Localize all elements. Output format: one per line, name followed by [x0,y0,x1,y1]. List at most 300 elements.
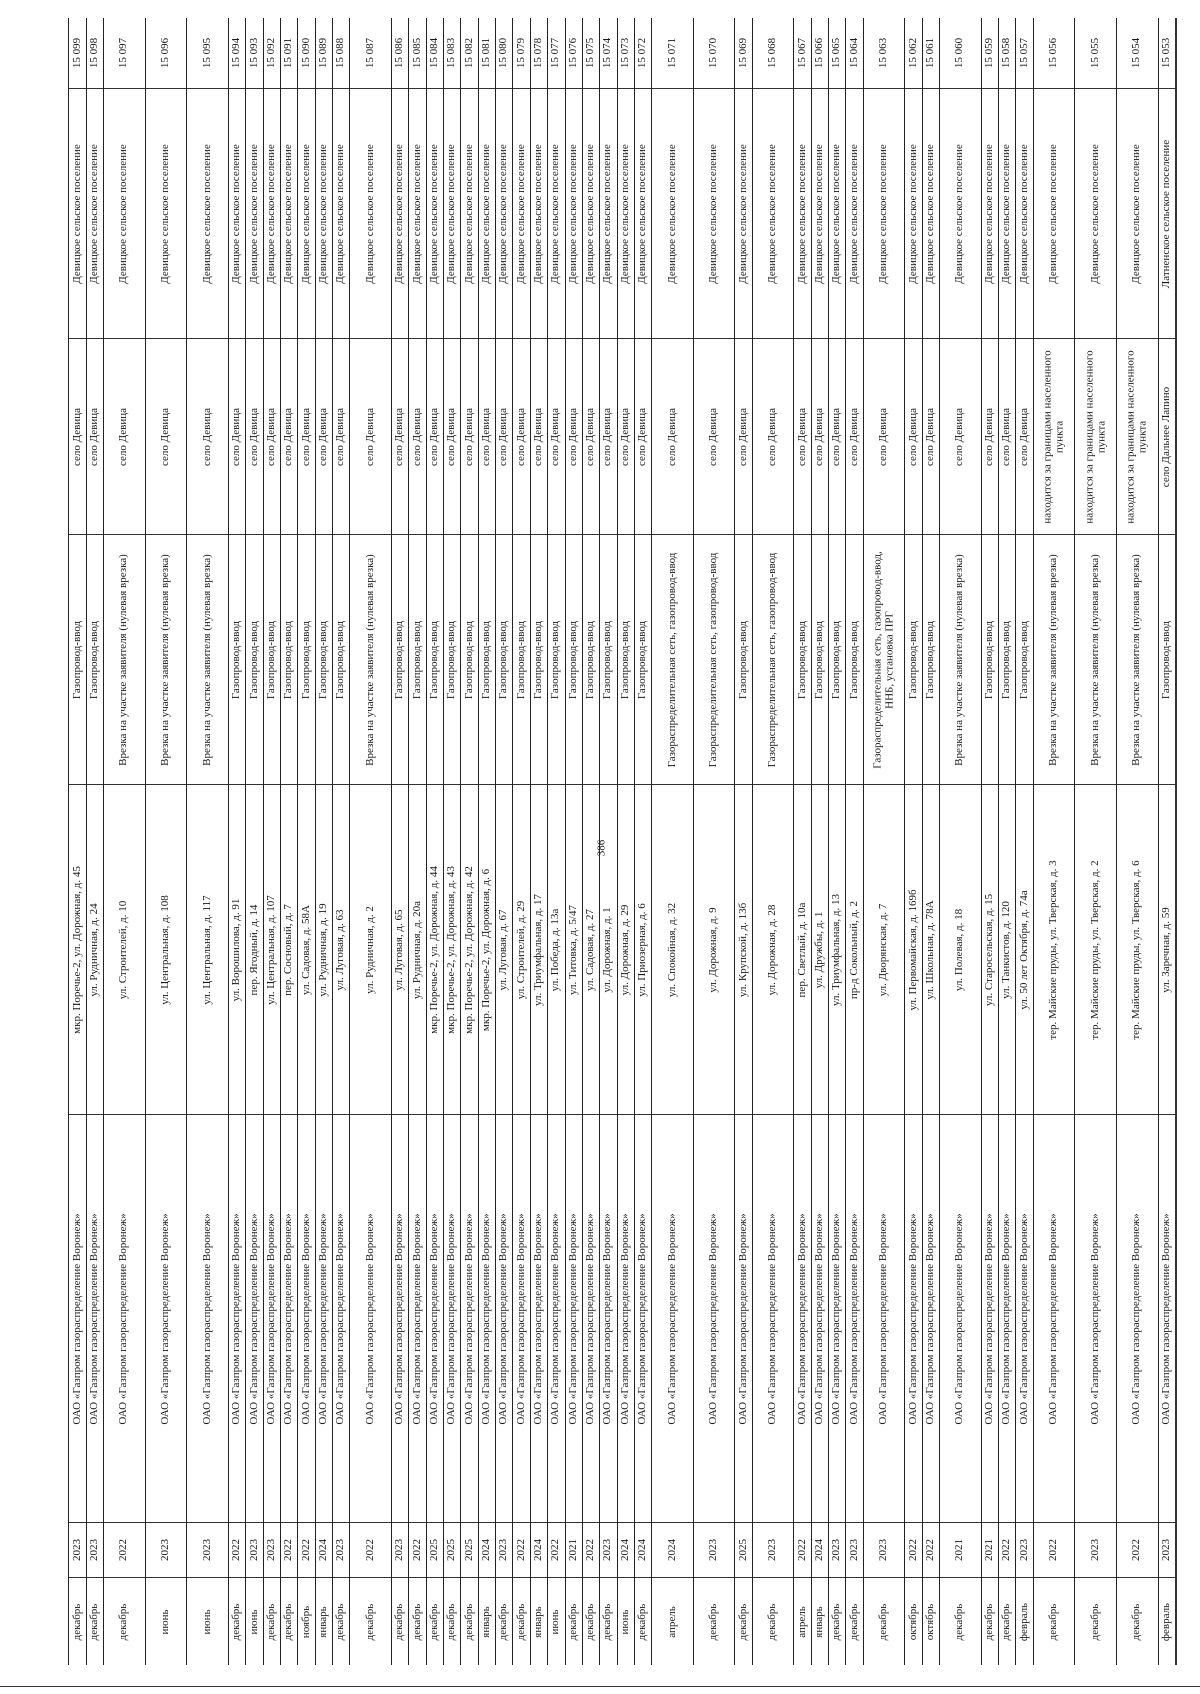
locality-cell [1159,338,1175,534]
object-type-cell [392,534,408,784]
month-cell [187,1577,228,1665]
settlement-cell-text: Девицкое сельское поселение [480,143,493,284]
settlement-cell-text: Девицкое сельское поселение [795,143,808,284]
year-cell [1159,1522,1175,1577]
address-cell [427,784,443,1114]
settlement-cell-text: Девицкое сельское поселение [1000,143,1013,284]
object-type-cell [104,534,145,784]
row-id-text: 15 097 [117,37,130,69]
operator-cell [104,1114,145,1522]
year-cell [461,1522,477,1577]
object-type-cell-text: Газопровод-ввод [795,620,808,699]
month-cell [264,1577,280,1665]
settlement-cell [496,88,512,338]
month-cell [600,1577,616,1665]
row-id-text: 15 056 [1047,37,1060,69]
registry-table [68,18,1177,1665]
row-id-text: 15 070 [707,37,720,69]
locality-cell [333,338,349,534]
locality-cell [905,338,921,534]
settlement-cell-text: Девицкое сельское поселение [247,143,260,284]
address-cell [264,784,280,1114]
object-type-cell-text: Газопровод-ввод [1017,620,1030,699]
settlement-cell-text: Девицкое сельское поселение [847,143,860,284]
month-cell-text: декабрь [766,1603,779,1640]
locality-cell-text: село Девица [549,407,562,466]
row-id-text: 15 073 [618,37,631,69]
address-cell-text: ул. Победа, д. 13а [549,908,562,991]
object-type-cell-text: Газопровод-ввод [636,620,649,699]
year-cell [905,1522,921,1577]
operator-cell-text: ОАО «Газпром газораспределение Воронеж» [159,1212,172,1425]
operator-cell-text: ОАО «Газпром газораспределение Воронеж» [514,1212,527,1425]
object-type-cell-text: Газопровод-ввод [230,620,243,699]
settlement-cell [694,88,735,338]
year-cell [864,1522,905,1577]
object-type-cell [829,534,845,784]
year-cell-text: 2025 [445,1539,458,1561]
address-cell [794,784,810,1114]
operator-cell [812,1114,828,1522]
row-id [444,18,460,88]
settlement-cell-text: Девицкое сельское поселение [265,143,278,284]
settlement-cell-text: Девицкое сельское поселение [566,143,579,284]
settlement-cell [999,88,1015,338]
settlement-cell [923,88,939,338]
address-cell-text: ул. Дорожная, д. 28 [766,904,779,995]
address-cell-text: ул. Ворошилова, д. 91 [230,898,243,1001]
row-id [281,18,297,88]
settlement-cell [794,88,810,338]
settlement-cell [229,88,245,338]
locality-cell-text: село Девица [317,407,330,466]
year-cell [87,1522,103,1577]
settlement-cell-text: Девицкое сельское поселение [707,143,720,284]
locality-cell-text: село Девица [566,407,579,466]
table-row [1158,18,1175,1665]
address-cell-text: мкр. Поречье-2, ул. Дорожная, д. 6 [480,868,493,1031]
locality-cell-text: село Девица [334,407,347,466]
address-cell [566,784,582,1114]
year-cell [264,1522,280,1577]
year-cell-text: 2022 [584,1539,597,1561]
operator-cell-text: ОАО «Газпром газораспределение Воронеж» [906,1212,919,1425]
month-cell-text: январь [480,1605,493,1638]
month-cell [999,1577,1015,1665]
row-id-text: 15 054 [1130,37,1143,69]
month-cell-text: декабрь [1088,1603,1101,1640]
row-id-text: 15 063 [877,37,890,69]
operator-cell-text: ОАО «Газпром газораспределение Воронеж» [584,1212,597,1425]
object-type-cell [1159,534,1175,784]
settlement-cell [1034,88,1075,338]
settlement-cell-text: Девицкое сельское поселение [877,143,890,284]
object-type-cell-text: Газопровод-ввод [601,620,614,699]
locality-cell [1016,338,1032,534]
settlement-cell-text: Девицкое сельское поселение [1088,143,1101,284]
settlement-cell [635,88,651,338]
address-cell-text: ул. Приозерная, д. 6 [636,902,649,997]
month-cell [1117,1577,1158,1665]
year-cell-text: 2023 [200,1539,213,1561]
object-type-cell [187,534,228,784]
year-cell-text: 2023 [70,1539,83,1561]
year-cell [566,1522,582,1577]
row-id-text: 15 064 [847,37,860,69]
year-cell-text: 2023 [265,1539,278,1561]
year-cell-text: 2023 [601,1539,614,1561]
locality-cell-text: село Девица [1000,407,1013,466]
month-cell [427,1577,443,1665]
object-type-cell-text: Газопровод-ввод [1160,620,1173,699]
month-cell-text: декабрь [462,1603,475,1640]
row-id-text: 15 089 [317,37,330,69]
operator-cell [846,1114,862,1522]
address-cell [87,784,103,1114]
settlement-cell [812,88,828,338]
locality-cell [461,338,477,534]
row-id [812,18,828,88]
address-cell [1075,784,1116,1114]
year-cell-text: 2022 [117,1539,130,1561]
address-cell [187,784,228,1114]
object-type-cell [409,534,425,784]
object-type-cell [1016,534,1032,784]
row-id [246,18,262,88]
operator-cell [264,1114,280,1522]
year-cell-text: 2022 [363,1539,376,1561]
operator-cell [146,1114,187,1522]
row-id-text: 15 060 [953,37,966,69]
operator-cell [600,1114,616,1522]
table-row [349,18,391,1665]
year-cell [1117,1522,1158,1577]
locality-cell-text: село Девица [514,407,527,466]
address-cell [548,784,564,1114]
row-id [940,18,981,88]
locality-cell-text: село Девица [247,407,260,466]
locality-cell [146,338,187,534]
row-id [583,18,599,88]
year-cell [409,1522,425,1577]
row-id [479,18,495,88]
settlement-cell [264,88,280,338]
address-cell [444,784,460,1114]
object-type-cell-text: Газопровод-ввод [847,620,860,699]
month-cell [496,1577,512,1665]
locality-cell-text: находится за границами населенного пункта [1041,349,1066,524]
operator-cell [316,1114,332,1522]
locality-cell-text: село Девица [877,407,890,466]
row-id-text: 15 075 [584,37,597,69]
object-type-cell-text: Газораспределительная сеть, газопровод-ввод [665,552,678,767]
year-cell-text: 2022 [282,1539,295,1561]
operator-cell-text: ОАО «Газпром газораспределение Воронеж» [497,1212,510,1425]
month-cell-text: июнь [200,1609,213,1635]
month-cell [618,1577,634,1665]
address-cell-text: пер. Светлый, д. 10а [795,902,808,997]
row-id [1159,18,1175,88]
locality-cell [812,338,828,534]
month-cell-text: июнь [618,1609,631,1635]
table-row [922,18,939,1665]
settlement-cell [392,88,408,338]
object-type-cell-text: Газопровод-ввод [618,620,631,699]
object-type-cell [652,534,693,784]
month-cell [246,1577,262,1665]
year-cell-text: 2023 [707,1539,720,1561]
object-type-cell-text: Газопровод-ввод [584,620,597,699]
year-cell [999,1522,1015,1577]
month-cell [333,1577,349,1665]
operator-cell-text: ОАО «Газпром газораспределение Воронеж» [566,1212,579,1425]
address-cell [461,784,477,1114]
address-cell-text: ул. Заречная, д. 59 [1160,906,1173,993]
operator-cell [427,1114,443,1522]
row-id-text: 15 055 [1088,37,1101,69]
operator-cell [1159,1114,1175,1522]
object-type-cell [794,534,810,784]
row-id [409,18,425,88]
locality-cell-text: село Девица [953,407,966,466]
object-type-cell-text: Газопровод-ввод [924,620,937,699]
year-cell-text: 2023 [497,1539,510,1561]
year-cell-text: 2021 [953,1539,966,1561]
year-cell [635,1522,651,1577]
object-type-cell-text: Врезка на участке заявителя (нулевая врезка) [1130,553,1143,766]
operator-cell [735,1114,751,1522]
settlement-cell [246,88,262,338]
settlement-cell [846,88,862,338]
operator-cell [392,1114,408,1522]
settlement-cell [753,88,794,338]
month-cell-text: февраль [1160,1602,1173,1641]
row-id-text: 15 074 [601,37,614,69]
year-cell-text: 2024 [317,1539,330,1561]
operator-cell [479,1114,495,1522]
operator-cell-text: ОАО «Газпром газораспределение Воронеж» [665,1212,678,1425]
object-type-cell [496,534,512,784]
address-cell [513,784,529,1114]
operator-cell-text: ОАО «Газпром газораспределение Воронеж» [813,1212,826,1425]
locality-cell [1117,338,1158,534]
operator-cell [350,1114,391,1522]
operator-cell-text: ОАО «Газпром газораспределение Воронеж» [766,1212,779,1425]
month-cell [444,1577,460,1665]
locality-cell [829,338,845,534]
month-cell-text: ноябрь [299,1605,312,1638]
object-type-cell-text: Газопровод-ввод [532,620,545,699]
address-cell-text: пр-д Сокольный, д. 2 [847,900,860,999]
address-cell-text: ул. Центральная, д. 117 [200,894,213,1005]
object-type-cell-text: Газопровод-ввод [462,620,475,699]
locality-cell-text: село Девица [924,407,937,466]
address-cell-text: тер. Майские пруды, ул. Тверская, д. 2 [1088,859,1101,1040]
month-cell-text: декабрь [1130,1603,1143,1640]
operator-cell-text: ОАО «Газпром газораспределение Воронеж» [1160,1212,1173,1425]
row-id-text: 15 098 [88,37,101,69]
row-id [264,18,280,88]
locality-cell [298,338,314,534]
table-row [734,18,751,1665]
operator-cell [87,1114,103,1522]
row-id [1075,18,1116,88]
settlement-cell-text: Девицкое сельское поселение [514,143,527,284]
address-cell-text: ул. Школьная, д. 78А [924,899,937,1000]
settlement-cell-text: Девицкое сельское поселение [665,143,678,284]
object-type-cell-text: Газопровод-ввод [830,620,843,699]
operator-cell-text: ОАО «Газпром газораспределение Воронеж» [549,1212,562,1425]
year-cell [940,1522,981,1577]
year-cell-text: 2023 [334,1539,347,1561]
operator-cell [333,1114,349,1522]
settlement-cell [1159,88,1175,338]
locality-cell-text: село Девица [795,407,808,466]
settlement-cell [618,88,634,338]
year-cell-text: 2023 [247,1539,260,1561]
object-type-cell-text: Газопровод-ввод [983,620,996,699]
row-id-text: 15 066 [813,37,826,69]
address-cell-text: мкр. Поречье-2, ул. Дорожная, д. 44 [428,865,441,1034]
row-id [461,18,477,88]
table-row [495,18,512,1665]
month-cell-text: декабрь [428,1603,441,1640]
object-type-cell-text: Газопровод-ввод [514,620,527,699]
locality-cell [409,338,425,534]
year-cell [1075,1522,1116,1577]
address-cell [1016,784,1032,1114]
month-cell-text: апрель [795,1605,808,1638]
address-cell-text: ул. Строителей, д. 10 [117,900,130,999]
year-cell-text: 2022 [1130,1539,1143,1561]
month-cell-text: январь [532,1605,545,1638]
object-type-cell [427,534,443,784]
table-row [547,18,564,1665]
row-id-text: 15 086 [393,37,406,69]
operator-cell-text: ОАО «Газпром газораспределение Воронеж» [363,1212,376,1425]
table-row [565,18,582,1665]
table-row [186,18,228,1665]
locality-cell [583,338,599,534]
settlement-cell-text: Девицкое сельское поселение [1017,143,1030,284]
year-cell-text: 2025 [462,1539,475,1561]
operator-cell [566,1114,582,1522]
settlement-cell-text: Девицкое сельское поселение [924,143,937,284]
address-cell [392,784,408,1114]
address-cell-text: пер. Сосновый, д. 7 [282,903,295,996]
operator-cell-text: ОАО «Газпром газораспределение Воронеж» [1017,1212,1030,1425]
operator-cell-text: ОАО «Газпром газораспределение Воронеж» [230,1212,243,1425]
month-cell-text: декабрь [983,1603,996,1640]
locality-cell-text: село Девица [584,407,597,466]
locality-cell [496,338,512,534]
object-type-cell-text: Врезка на участке заявителя (нулевая врезка) [953,553,966,766]
locality-cell-text: село Девица [618,407,631,466]
object-type-cell-text: Врезка на участке заявителя (нулевая врезка) [117,553,130,766]
address-cell [146,784,187,1114]
row-id-text: 15 067 [795,37,808,69]
address-cell [923,784,939,1114]
address-cell-text: ул. Луговая, д. 65 [393,908,406,991]
address-cell [409,784,425,1114]
table-row [904,18,921,1665]
settlement-cell-text: Девицкое сельское поселение [618,143,631,284]
row-id [392,18,408,88]
locality-cell-text: село Девица [70,407,83,466]
row-id-text: 15 057 [1017,37,1030,69]
month-cell-text: декабрь [830,1603,843,1640]
address-cell [583,784,599,1114]
table-row [651,18,693,1665]
row-id [566,18,582,88]
year-cell [794,1522,810,1577]
year-cell [694,1522,735,1577]
year-cell [1034,1522,1075,1577]
row-id-text: 15 065 [830,37,843,69]
year-cell [444,1522,460,1577]
row-id-text: 15 079 [514,37,527,69]
month-cell-text: декабрь [736,1603,749,1640]
row-id [187,18,228,88]
row-id-text: 15 084 [428,37,441,69]
operator-cell-text: ОАО «Газпром газораспределение Воронеж» [877,1212,890,1425]
settlement-cell-text: Девицкое сельское поселение [299,143,312,284]
address-cell-text: ул. Дорожная, д. 1 [601,906,614,993]
month-cell [566,1577,582,1665]
row-id [829,18,845,88]
row-id-text: 15 068 [766,37,779,69]
operator-cell [940,1114,981,1522]
address-cell [652,784,693,1114]
year-cell-text: 2023 [766,1539,779,1561]
row-id-text: 15 077 [549,37,562,69]
row-id-text: 15 061 [924,37,937,69]
object-type-cell-text: Газопровод-ввод [736,620,749,699]
year-cell-text: 2022 [1047,1539,1060,1561]
year-cell [281,1522,297,1577]
settlement-cell-text: Девицкое сельское поселение [428,143,441,284]
month-cell-text: апрель [665,1605,678,1638]
year-cell [187,1522,228,1577]
locality-cell [982,338,998,534]
object-type-cell [753,534,794,784]
settlement-cell-text: Девицкое сельское поселение [736,143,749,284]
month-cell [982,1577,998,1665]
year-cell [69,1522,85,1577]
year-cell-text: 2022 [410,1539,423,1561]
locality-cell [864,338,905,534]
locality-cell-text: село Девица [299,407,312,466]
year-cell [513,1522,529,1577]
object-type-cell [999,534,1015,784]
month-cell [905,1577,921,1665]
object-type-cell-text: Газопровод-ввод [265,620,278,699]
month-cell [531,1577,547,1665]
address-cell-text: тер. Майские пруды, ул. Тверская, д. 3 [1047,859,1060,1040]
table-row [408,18,425,1665]
settlement-cell [409,88,425,338]
object-type-cell-text: Газопровод-ввод [70,620,83,699]
locality-cell [999,338,1015,534]
year-cell-text: 2023 [1160,1539,1173,1561]
page-number: 386 [595,839,608,857]
table-row [103,18,145,1665]
locality-cell [427,338,443,534]
month-cell-text: декабрь [70,1603,83,1640]
operator-cell-text: ОАО «Газпром газораспределение Воронеж» [393,1212,406,1425]
settlement-cell-text: Девицкое сельское поселение [1130,143,1143,284]
object-type-cell [479,534,495,784]
